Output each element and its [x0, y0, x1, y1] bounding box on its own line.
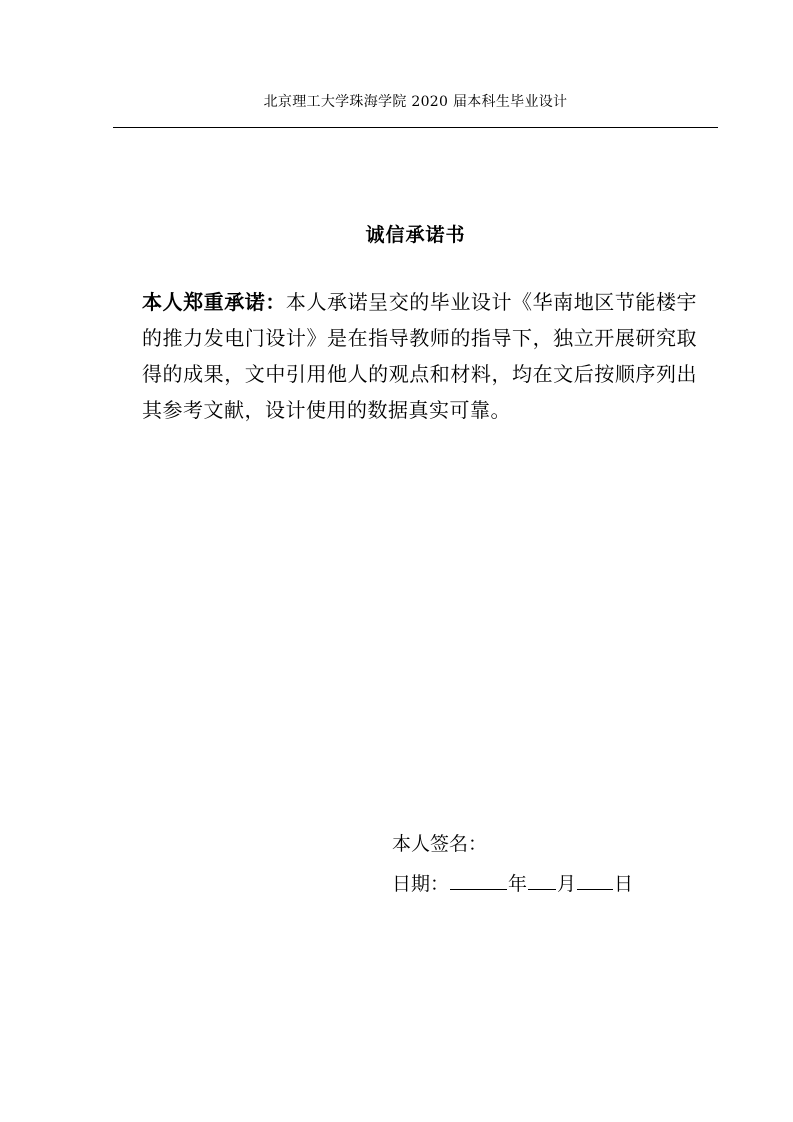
- header-divider: [113, 127, 718, 128]
- pledge-lead: 本人郑重承诺：: [142, 290, 286, 314]
- date-label: 日期：: [392, 873, 450, 895]
- day-label: 日: [614, 873, 634, 895]
- date-row: [392, 864, 633, 904]
- year-label: 年: [508, 873, 528, 895]
- pledge-paragraph: [142, 284, 697, 428]
- signature-label: 本人签名：: [392, 833, 488, 855]
- year-blank: [450, 869, 507, 890]
- day-blank: [577, 869, 613, 890]
- signature-block: [392, 824, 633, 904]
- pledge-text: 本人承诺呈交的毕业设计《华南地区节能楼宇的推力发电门设计》是在指导教师的指导下，独立开展研究取得的成果，文中引用他人的观点和材料，均在文后按顺序列出其参考文献，设计使用的数据真实可靠。: [142, 290, 698, 422]
- month-blank: [528, 869, 556, 890]
- page-header: 北京理工大学珠海学院 2020 届本科生毕业设计: [263, 94, 568, 110]
- month-label: 月: [557, 873, 577, 895]
- page-title: 诚信承诺书: [365, 224, 466, 246]
- signature-row: [392, 824, 633, 864]
